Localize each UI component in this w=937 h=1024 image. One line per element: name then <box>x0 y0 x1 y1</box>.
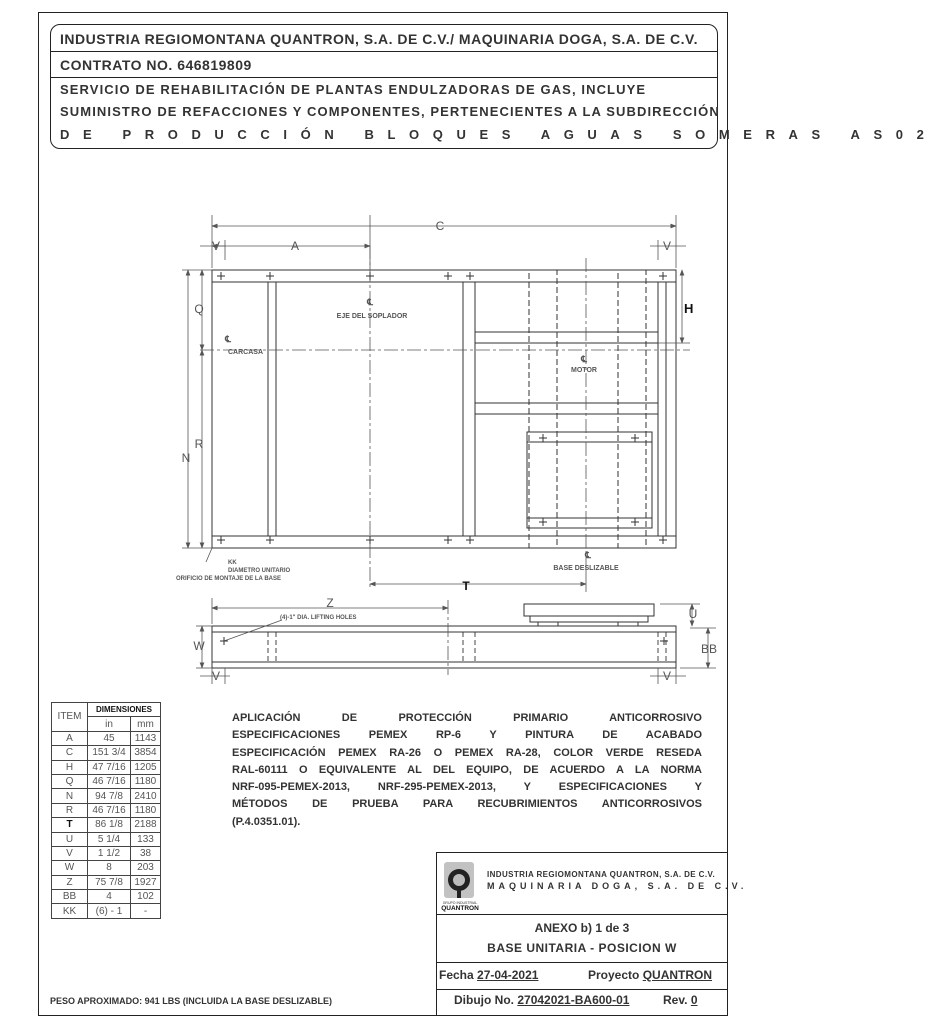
dim-v-side-right-label: V <box>662 669 672 683</box>
table-cell-mm: 1180 <box>131 803 161 817</box>
dim-v-left-label: V <box>211 239 221 253</box>
table-cell-item: W <box>52 861 88 875</box>
header-company: INDUSTRIA REGIOMONTANA QUANTRON, S.A. DE C.V./ MAQUINARIA DOGA, S.A. DE C.V. <box>60 31 698 47</box>
kk-label: KK <box>228 560 237 566</box>
table-row <box>52 803 161 817</box>
table-row <box>52 861 161 875</box>
note-line: ESPECIFICACIONES PEMEX RP-6 Y PINTURA DE ACABADO <box>232 729 702 742</box>
fecha-value: 27-04-2021 <box>477 968 539 982</box>
cl-carcasa-symbol: ℄ <box>225 334 231 344</box>
quantron-logo <box>440 860 480 912</box>
table-cell-item: C <box>52 746 88 760</box>
table-header-dimensions: DIMENSIONES <box>88 703 161 717</box>
rev-value: 0 <box>690 993 698 1007</box>
dibujo-value: 27042021-BA600-01 <box>517 993 630 1007</box>
table-cell-mm: 102 <box>131 890 161 904</box>
dim-bb-label: BB <box>700 642 718 656</box>
table-cell-item: R <box>52 803 88 817</box>
note-line: APLICACIÓN DE PROTECCIÓN PRIMARIO ANTICORROSIVO <box>232 712 702 724</box>
table-cell-mm: 1180 <box>131 774 161 788</box>
base-deslizable-label: BASE DESLIZABLE <box>553 565 619 572</box>
proyecto-label: Proyecto <box>588 968 640 982</box>
table-row <box>52 846 161 860</box>
note-line: NRF-095-PEMEX-2013, NRF-295-PEMEX-2013, Y ESPECIFICACIONES Y <box>232 781 702 794</box>
table-cell-mm: 3854 <box>131 746 161 760</box>
title-block-divider <box>436 962 728 963</box>
eje-soplador-label: EJE DEL SOPLADOR <box>336 313 408 320</box>
logo-small-text: GRUPO INDUSTRIAL <box>442 901 478 905</box>
table-cell-mm: 1143 <box>131 731 161 745</box>
dim-n-label: N <box>181 451 191 465</box>
carcasa-label: CARCASA <box>228 349 263 356</box>
coating-note <box>232 710 702 831</box>
title-block-divider <box>436 989 728 990</box>
header-service-line-3: DE PRODUCCIÓN BLOQUES AGUAS SOMERAS AS02 <box>60 127 937 142</box>
table-cell-mm: 203 <box>131 861 161 875</box>
table-cell-mm: 38 <box>131 846 161 860</box>
table-cell-mm: 133 <box>131 832 161 846</box>
table-cell-in: 47 7/16 <box>88 760 131 774</box>
table-cell-mm: 2410 <box>131 789 161 803</box>
dimensions-table <box>51 702 161 919</box>
table-cell-mm: 1205 <box>131 760 161 774</box>
table-row <box>52 875 161 889</box>
table-row <box>52 789 161 803</box>
fecha-label: Fecha <box>439 968 474 982</box>
table-row <box>52 818 161 832</box>
dim-h-label: H <box>684 301 694 316</box>
motor-label: MOTOR <box>571 367 597 374</box>
table-cell-mm: 2188 <box>131 818 161 832</box>
note-line: ESPECIFICACIÓN PEMEX RA-26 O PEMEX RA-28, COLOR VERDE RESEDA <box>232 746 702 759</box>
table-cell-in: 45 <box>88 731 131 745</box>
table-cell-item: BB <box>52 890 88 904</box>
header-service-line-1: SERVICIO DE REHABILITACIÓN DE PLANTAS ENDULZADORAS DE GAS, INCLUYE <box>60 82 647 97</box>
diametro-label: DIAMETRO UNITARIO <box>228 568 291 574</box>
rev-label: Rev. <box>663 993 688 1007</box>
table-cell-in: 8 <box>88 861 131 875</box>
proyecto-row <box>588 968 712 982</box>
table-cell-in: 86 1/8 <box>88 818 131 832</box>
lifting-holes-label: (4)-1" DIA. LIFTING HOLES <box>280 615 357 621</box>
table-row <box>52 731 161 745</box>
cl-eje-symbol: ℄ <box>367 297 373 307</box>
dibujo-row <box>454 993 629 1007</box>
table-header-in: in <box>88 717 131 731</box>
title-block-divider <box>436 914 728 915</box>
table-cell-item: KK <box>52 904 88 918</box>
fecha-row <box>439 968 538 982</box>
dim-q-label: Q <box>194 302 204 316</box>
table-row <box>52 760 161 774</box>
table-cell-item: N <box>52 789 88 803</box>
note-line: (P.4.0351.01). <box>232 815 301 828</box>
dim-u-label: U <box>688 607 698 621</box>
top-view-outline <box>212 270 676 548</box>
table-cell-item: A <box>52 731 88 745</box>
table-cell-in: 4 <box>88 890 131 904</box>
cl-motor-symbol: ℄ <box>581 354 587 364</box>
table-cell-in: (6) - 1 <box>88 904 131 918</box>
table-row <box>52 890 161 904</box>
note-line: MÉTODOS DE PRUEBA PARA RECUBRIMIENTOS ANTICORROSIVOS <box>232 798 702 811</box>
header-contract: CONTRATO NO. 646819809 <box>60 57 252 73</box>
table-row <box>52 832 161 846</box>
logo-text: QUANTRON <box>441 905 479 912</box>
dibujo-label: Dibujo No. <box>454 993 514 1007</box>
table-cell-item: Z <box>52 875 88 889</box>
table-cell-in: 46 7/16 <box>88 803 131 817</box>
dim-w-label: W <box>193 639 205 653</box>
table-cell-in: 46 7/16 <box>88 774 131 788</box>
proyecto-value: QUANTRON <box>642 968 713 982</box>
table-cell-in: 75 7/8 <box>88 875 131 889</box>
annex-label: ANEXO b) 1 de 3 <box>534 921 630 935</box>
drawing-title: BASE UNITARIA - POSICION W <box>487 941 677 955</box>
table-cell-item: H <box>52 760 88 774</box>
dim-a-label: A <box>290 239 300 253</box>
table-cell-in: 5 1/4 <box>88 832 131 846</box>
cl-base-symbol: ℄ <box>585 550 591 560</box>
orificio-label: ORIFICIO DE MONTAJE DE LA BASE <box>176 576 282 582</box>
dim-z-label: Z <box>326 596 334 610</box>
weight-note: PESO APROXIMADO: 941 LBS (INCLUIDA LA BASE DESLIZABLE) <box>50 996 333 1006</box>
table-cell-in: 1 1/2 <box>88 846 131 860</box>
table-cell-item: U <box>52 832 88 846</box>
table-cell-item: T <box>52 818 88 832</box>
table-row <box>52 904 161 918</box>
dim-v-right-label: V <box>662 239 672 253</box>
table-cell-in: 94 7/8 <box>88 789 131 803</box>
table-row <box>52 774 161 788</box>
header-service-line-2: SUMINISTRO DE REFACCIONES Y COMPONENTES, PERTENECIENTES A LA SUBDIRECCIÓN <box>60 104 720 119</box>
table-cell-mm: 1927 <box>131 875 161 889</box>
titleblock-company-1: INDUSTRIA REGIOMONTANA QUANTRON, S.A. DE C.V. <box>487 870 716 879</box>
dim-c-label: C <box>435 219 445 233</box>
titleblock-company-2: MAQUINARIA DOGA, S.A. DE C.V. <box>487 881 748 891</box>
dim-r-label: R <box>194 437 204 451</box>
dim-v-side-left-label: V <box>211 669 221 683</box>
table-cell-in: 151 3/4 <box>88 746 131 760</box>
table-cell-item: V <box>52 846 88 860</box>
dim-t-label: T <box>462 579 470 593</box>
table-header-mm: mm <box>131 717 161 731</box>
table-header-item: ITEM <box>52 703 88 732</box>
rev-row <box>663 993 698 1007</box>
note-line: RAL-60111 O EQUIVALENTE AL DEL EQUIPO, DE ACUERDO A LA NORMA <box>232 763 702 776</box>
table-row <box>52 746 161 760</box>
table-cell-mm: - <box>131 904 161 918</box>
table-cell-item: Q <box>52 774 88 788</box>
